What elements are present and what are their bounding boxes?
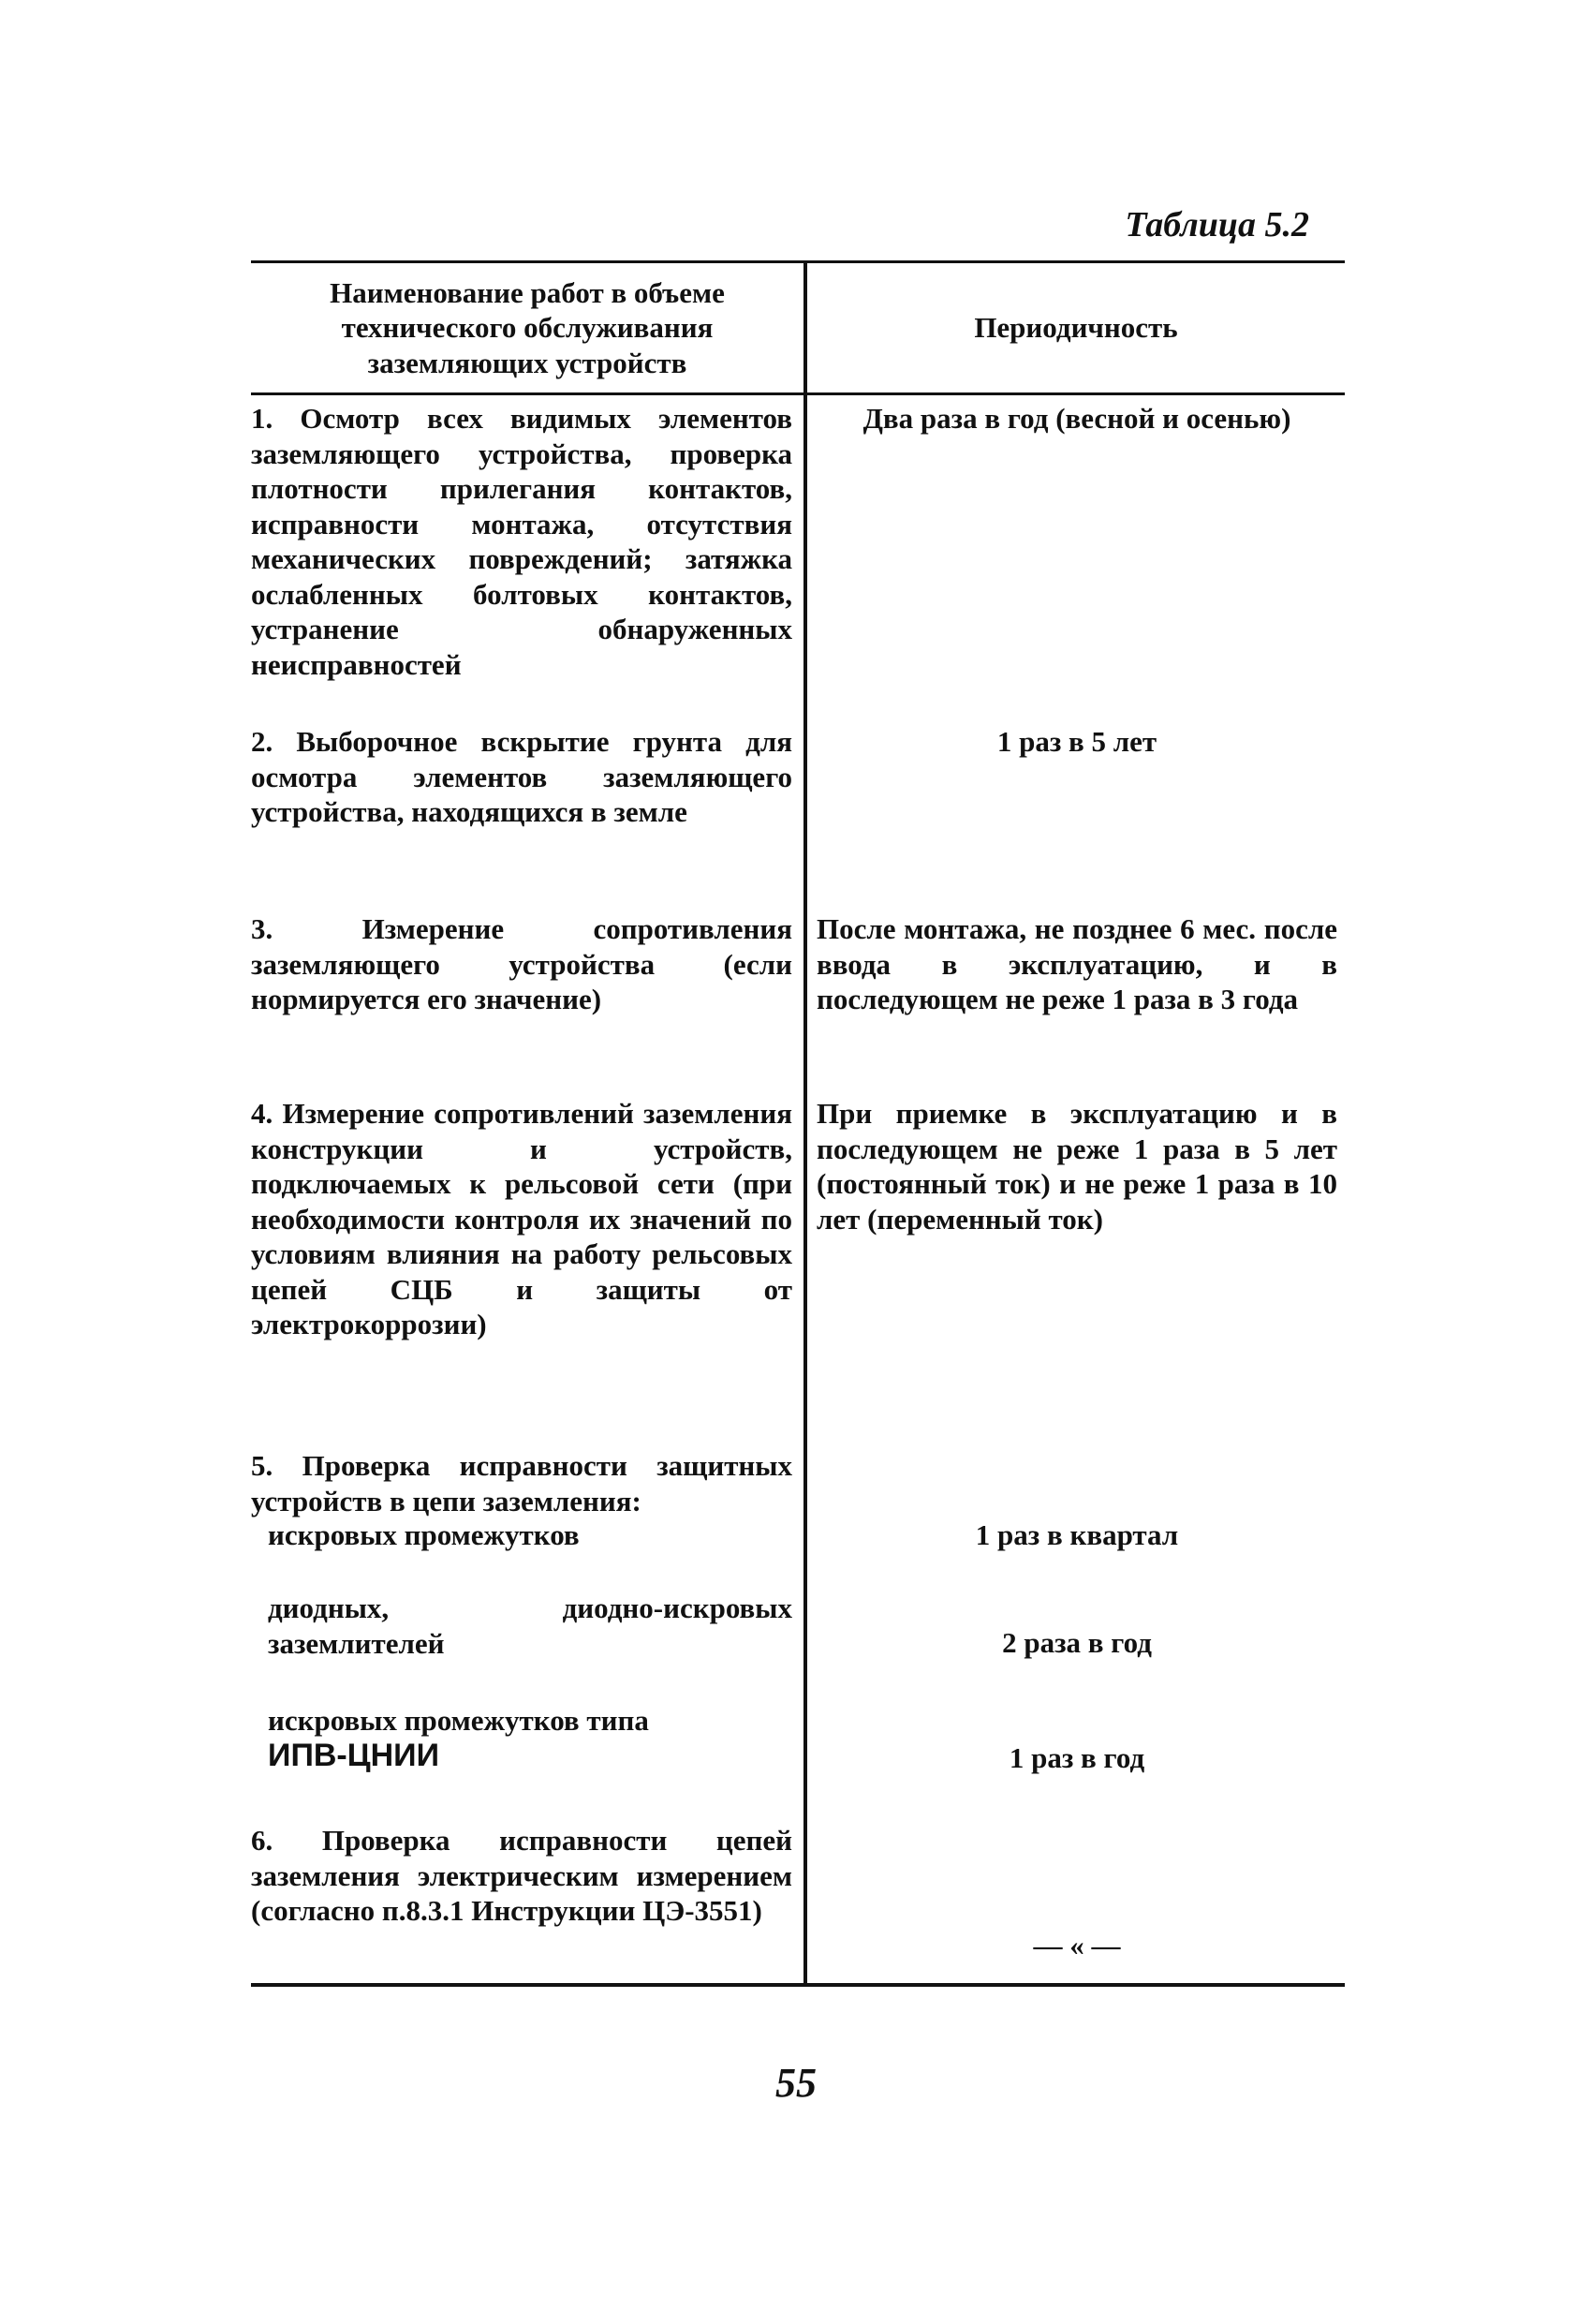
row-2-work: 2. Выборочное вскрытие грунта для осмотра элементов заземляющего устройства, находящихся в земле — [251, 725, 792, 828]
row-5b-period: 2 раза в год — [1002, 1626, 1152, 1659]
row-5c-work-text: искровых промежутков типа — [268, 1704, 649, 1737]
row-1-period: Два раза в год (весной и осенью) — [862, 402, 1291, 435]
row-2-period: 1 раз в 5 лет — [996, 725, 1157, 758]
row-1-work: 1. Осмотр всех видимых элементов заземляющего устройства, проверка плотности прилегания контактов, исправности монтажа, отсутствия механических повреждений; затяжка ослабленных болтовых контактов, устранение обнаруженных неисправностей — [251, 402, 792, 681]
header-periodicity: Периодичность — [974, 311, 1178, 345]
row-5a-period: 1 раз в квартал — [975, 1518, 1179, 1551]
row-6-period: — « — — [1033, 1929, 1121, 1961]
row-5c-period: 1 раз в год — [1009, 1741, 1145, 1774]
column-divider — [803, 260, 807, 1986]
row-5-work: 5. Проверка исправности защитных устройств в цепи заземления: — [251, 1449, 792, 1517]
row-4-work: 4. Измерение сопротивлений заземления конструкции и устройств, подключаемых к рельсовой сети (при необходимости контроля их значений по условиям влияния на работу рельсовых цепей СЦБ и защиты от электрокоррозии) — [251, 1097, 792, 1340]
maintenance-table — [251, 260, 1345, 1986]
row-3-period: После монтажа, не позднее 6 мес. после ввода в эксплуатацию, и в последующем не реже 1 раза в 3 года — [817, 912, 1337, 1015]
row-5c-work — [251, 1703, 792, 1773]
table-header-rule — [251, 392, 1345, 395]
header-work-name: Наименование работ в объеме технического обслуживания заземляющих устройств — [330, 275, 725, 379]
table-top-rule — [251, 260, 1345, 263]
row-6-work: 6. Проверка исправности цепей заземления электрическим измерением (согласно п.8.3.1 Инструкции ЦЭ-3551) — [251, 1824, 792, 1927]
row-3-work: 3. Измерение сопротивления заземляющего устройства (если нормируется его значение) — [251, 912, 792, 1015]
row-5a-work: искровых промежутков — [268, 1518, 580, 1551]
table-bottom-rule — [251, 1983, 1345, 1987]
row-4-period: При приемке в эксплуатацию и в последующем не реже 1 раза в 5 лет (постоянный ток) и не реже 1 раза в 10 лет (переменный ток) — [817, 1097, 1337, 1236]
row-5c-work-type: ИПВ-ЦНИИ — [268, 1737, 440, 1773]
row-5b-work: диодных, диодно-искровых заземлителей — [268, 1591, 792, 1660]
table-caption: Таблица 5.2 — [1125, 205, 1309, 244]
page-number: 55 — [775, 2060, 817, 2106]
